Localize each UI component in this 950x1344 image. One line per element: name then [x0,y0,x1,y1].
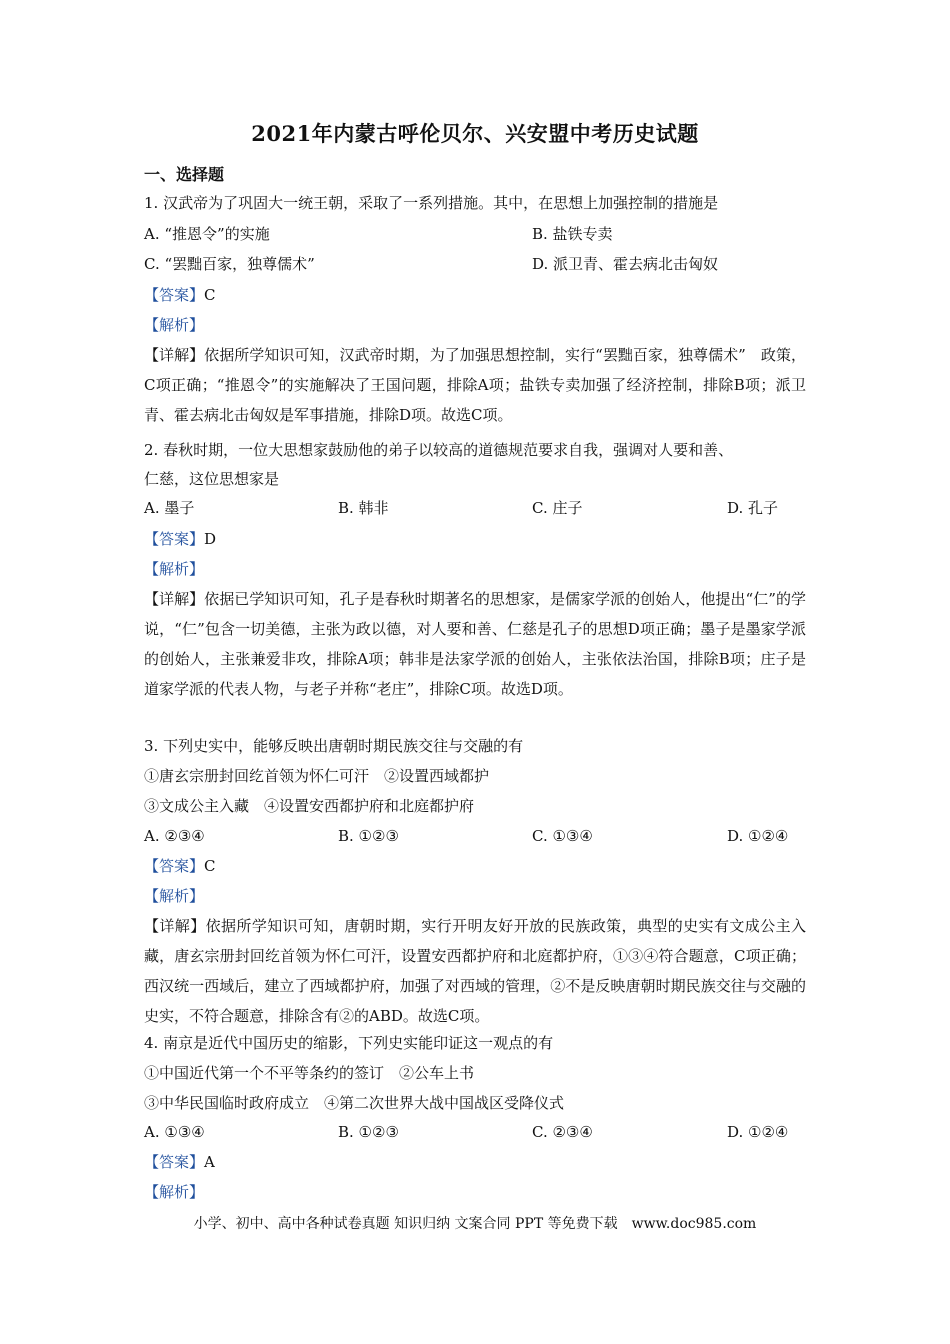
question-3-answer [144,856,216,876]
page-title: 2021年内蒙古呼伦贝尔、兴安盟中考历史试题 [251,121,699,146]
question-3-items-line-1: ①唐玄宗册封回纥首领为怀仁可汗 ②设置西域都护 [144,767,490,785]
question-3-option-a: A. ②③④ [144,827,205,845]
question-4-option-a: A. ①③④ [144,1123,205,1141]
answer-value: C [204,286,216,304]
question-2-option-a: A. 墨子 [144,499,195,517]
question-1-analysis [144,315,204,335]
question-4-option-d: D. ①②④ [727,1123,789,1141]
question-3-option-d: D. ①②④ [727,827,789,845]
question-3-stem: 3. 下列史实中，能够反映出唐朝时期民族交往与交融的有 [144,737,524,755]
analysis-tag: 【解析】 [144,560,205,578]
question-1-answer [144,285,216,305]
detail-text: 依据已学知识可知，孔子是春秋时期著名的思想家，是儒家学派的创始人，他提出“仁”的学说，“仁”包含一切美德，主张为政以德，对人要和善、仁慈是孔子的思想D项正确；墨子是墨家学派的创始人，主张兼爱非攻，排除A项；韩非是法家学派的创始人，主张依法治国，排除B项；庄子是道家学派的代表人物，与老子并称“老庄”，排除C项。故选D项。 [144,590,806,698]
analysis-tag: 【解析】 [144,887,205,905]
detail-tag: 【详解】 [144,346,205,364]
answer-value: C [204,857,216,875]
detail-tag: 【详解】 [144,917,206,935]
page-footer: 小学、初中、高中各种试卷真题 知识归纳 文案合同 PPT 等免费下载 www.doc985.com [193,1216,757,1232]
question-2-option-b: B. 韩非 [338,499,389,517]
question-4-items-line-1: ①中国近代第一个不平等条约的签订 ②公车上书 [144,1064,475,1082]
detail-tag: 【详解】 [144,590,205,608]
question-4-option-b: B. ①②③ [338,1123,399,1141]
question-4-items-line-2: ③中华民国临时政府成立 ④第二次世界大战中国战区受降仪式 [144,1094,565,1112]
question-2-answer [144,529,216,549]
question-3-analysis [144,886,204,906]
question-1-option-d: D. 派卫青、霍去病北击匈奴 [532,255,719,273]
question-1-detail [144,340,806,430]
question-2-option-c: C. 庄子 [532,499,583,517]
question-4-answer [144,1152,215,1172]
question-2-stem-line-2: 仁慈，这位思想家是 [144,470,280,488]
answer-tag: 【答案】 [144,530,205,548]
question-3-detail [144,911,806,1031]
answer-value: D [204,530,217,548]
answer-value: A [204,1153,215,1171]
question-3-items-line-2: ③文成公主入藏 ④设置安西都护府和北庭都护府 [144,797,475,815]
question-2-stem-line-1: 2. 春秋时期，一位大思想家鼓励他的弟子以较高的道德规范要求自我，强调对人要和善、 [144,441,734,459]
section-heading: 一、选择题 [144,165,225,184]
answer-tag: 【答案】 [144,286,205,304]
question-4-analysis [144,1182,204,1202]
question-2-analysis [144,559,204,579]
question-2-detail [144,584,806,704]
answer-tag: 【答案】 [144,1153,205,1171]
analysis-tag: 【解析】 [144,316,205,334]
question-4-stem: 4. 南京是近代中国历史的缩影，下列史实能印证这一观点的有 [144,1034,554,1052]
analysis-tag: 【解析】 [144,1183,205,1201]
detail-text: 依据所学知识可知，汉武帝时期，为了加强思想控制，实行“罢黜百家，独尊儒术” 政策，C项正确；“推恩令”的实施解决了王国问题，排除A项；盐铁专卖加强了经济控制，排除B项；派卫青、霍去病北击匈奴是军事措施，排除D项。故选C项。 [144,346,806,424]
question-2-option-d: D. 孔子 [727,499,779,517]
question-4-option-c: C. ②③④ [532,1123,593,1141]
answer-tag: 【答案】 [144,857,205,875]
question-3-option-c: C. ①③④ [532,827,593,845]
question-1-stem: 1. 汉武帝为了巩固大一统王朝，采取了一系列措施。其中，在思想上加强控制的措施是 [144,194,719,212]
question-1-option-c: C. “罢黜百家，独尊儒术” [144,255,315,273]
question-3-option-b: B. ①②③ [338,827,399,845]
question-1-option-b: B. 盐铁专卖 [532,225,613,243]
detail-text: 依据所学知识可知，唐朝时期，实行开明友好开放的民族政策，典型的史实有文成公主入藏，唐玄宗册封回纥首领为怀仁可汗，设置安西都护府和北庭都护府，①③④符合题意，C项正确；西汉统一西域后，建立了西域都护府，加强了对西域的管理，②不是反映唐朝时期民族交往与交融的史实，不符合题意，排除含有②的ABD。故选C项。 [144,917,806,1025]
question-1-option-a: A. “推恩令”的实施 [144,225,270,243]
